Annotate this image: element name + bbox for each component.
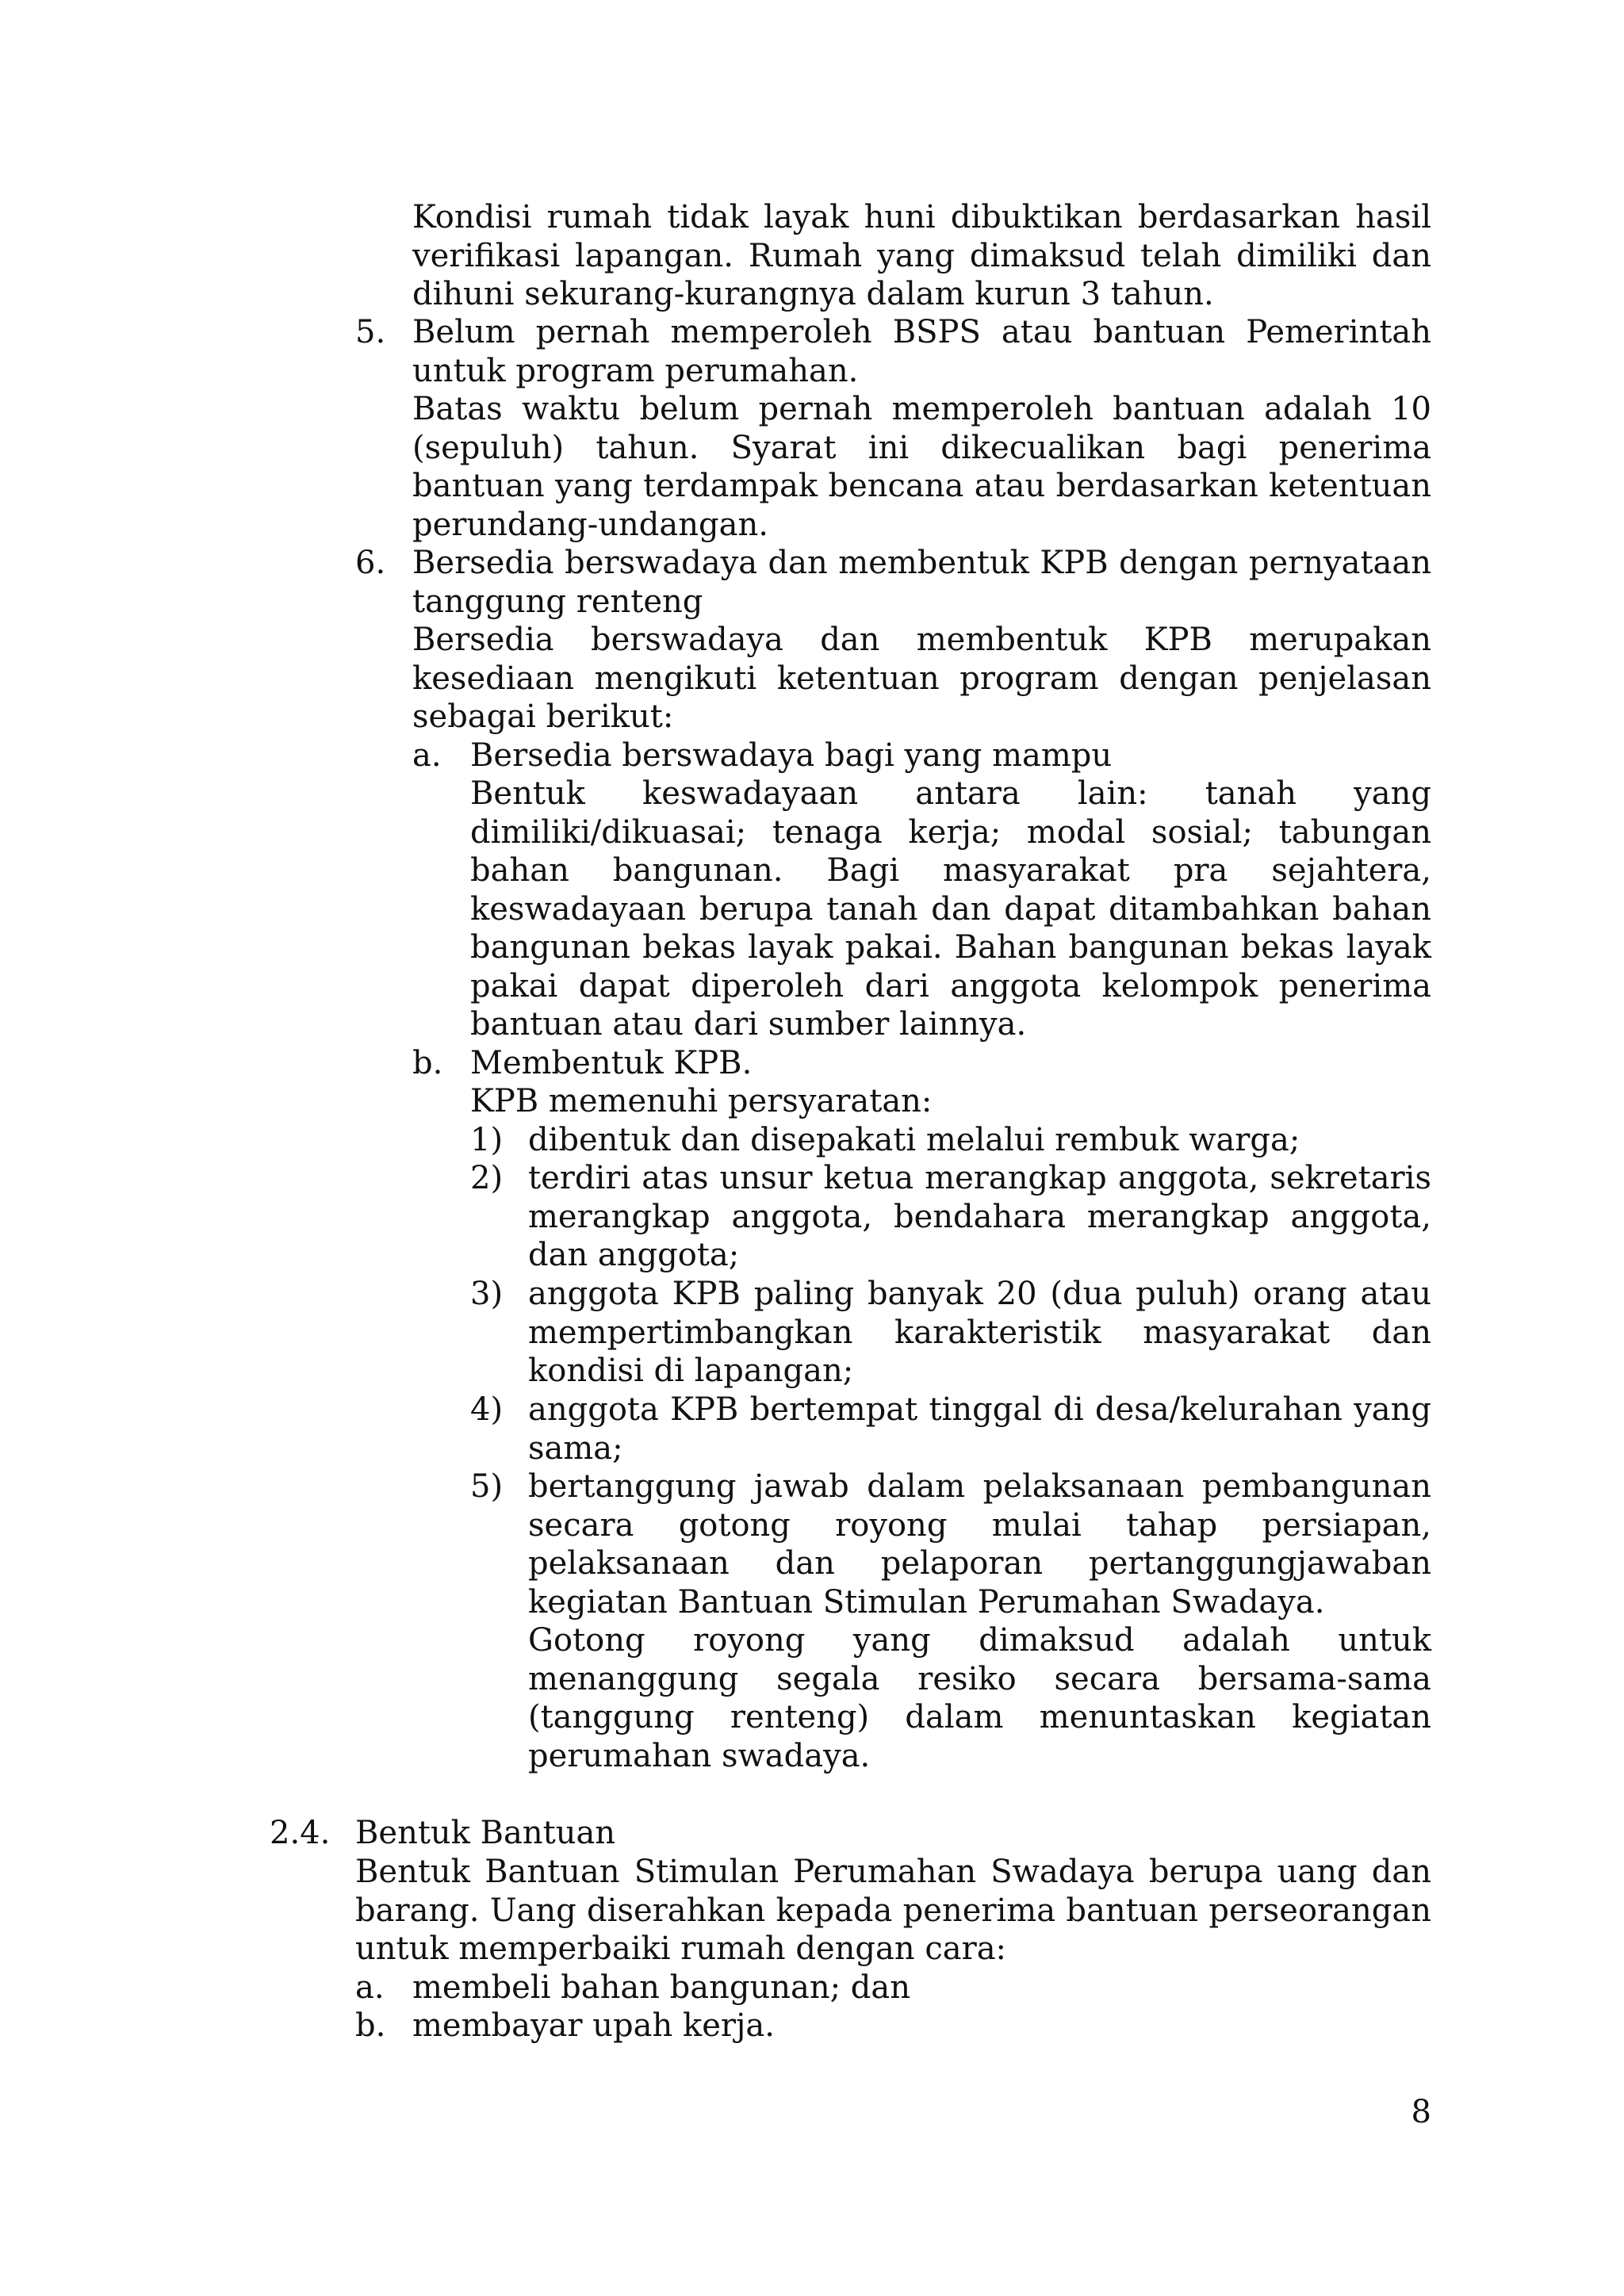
kpb-item-1-marker: 1) bbox=[470, 1122, 504, 1158]
kpb-item-1-text: dibentuk dan disepakati melalui rembuk warga; bbox=[528, 1122, 1300, 1158]
kpb-item-5-marker: 5) bbox=[470, 1468, 504, 1505]
item-5-title: Belum pernah memperoleh BSPS atau bantuan Pemerintah untuk program perumahan. bbox=[412, 314, 1431, 389]
item-5-body: Batas waktu belum pernah memperoleh bantuan adalah 10 (sepuluh) tahun. Syarat ini dikecualikan bagi penerima bantuan yang terdampak bencana atau berdasarkan ketentuan perundang-undangan. bbox=[412, 391, 1431, 543]
kpb-item-5-text: bertanggung jawab dalam pelaksanaan pembangunan secara gotong royong mulai tahap persiapan, pelaksanaan dan pelaporan pertanggungjawaban kegiatan Bantuan Stimulan Perumahan Swadaya. bbox=[528, 1468, 1431, 1621]
sub-a-body: Bentuk keswadayaan antara lain: tanah yang dimiliki/dikuasai; tenaga kerja; modal sosial; tabungan bahan bangunan. Bagi masyarakat pra sejahtera, keswadayaan berupa tanah dan dapat ditambahkan bahan bangunan bekas layak pakai. Bahan bangunan bekas layak pakai dapat diperoleh dari anggota kelompok penerima bantuan atau dari sumber lainnya. bbox=[470, 775, 1431, 1043]
item-6-body: Bersedia berswadaya dan membentuk KPB merupakan kesediaan mengikuti ketentuan program dengan penjelasan sebagai berikut: bbox=[412, 622, 1431, 735]
kpb-closing-paragraph: Gotong royong yang dimaksud adalah untuk menanggung segala resiko secara bersama-sama (tanggung renteng) dalam menuntaskan kegiatan perumahan swadaya. bbox=[528, 1622, 1431, 1774]
kpb-item-4-marker: 4) bbox=[470, 1391, 504, 1428]
sub-b-marker: b. bbox=[412, 1045, 443, 1081]
section-2-4-number: 2.4. bbox=[270, 1815, 331, 1851]
item-6-marker: 6. bbox=[355, 545, 386, 581]
section-2-4-title: Bentuk Bantuan bbox=[355, 1815, 616, 1851]
sub-b-body: KPB memenuhi persyaratan: bbox=[470, 1083, 933, 1119]
kpb-item-2-text: terdiri atas unsur ketua merangkap anggota, sekretaris merangkap anggota, bendahara merangkap anggota, dan anggota; bbox=[528, 1160, 1431, 1273]
item-6-title: Bersedia berswadaya dan membentuk KPB dengan pernyataan tanggung renteng bbox=[412, 545, 1431, 620]
page-number: 8 bbox=[1411, 2094, 1431, 2130]
kpb-item-3-text: anggota KPB paling banyak 20 (dua puluh) orang atau mempertimbangkan karakteristik masyarakat dan kondisi di lapangan; bbox=[528, 1276, 1431, 1389]
kpb-item-4-text: anggota KPB bertempat tinggal di desa/kelurahan yang sama; bbox=[528, 1391, 1431, 1467]
sub-b-title: Membentuk KPB. bbox=[470, 1045, 753, 1081]
intro-paragraph: Kondisi rumah tidak layak huni dibuktikan berdasarkan hasil verifikasi lapangan. Rumah yang dimaksud telah dimiliki dan dihuni sekurang-kurangnya dalam kurun 3 tahun. bbox=[412, 199, 1431, 312]
section-2-4-item-a-text: membeli bahan bangunan; dan bbox=[412, 1969, 911, 2006]
section-2-4-item-b-text: membayar upah kerja. bbox=[412, 2007, 775, 2044]
sub-a-title: Bersedia berswadaya bagi yang mampu bbox=[470, 737, 1113, 774]
kpb-item-2-marker: 2) bbox=[470, 1160, 504, 1196]
section-2-4-item-b-marker: b. bbox=[355, 2007, 386, 2044]
kpb-item-3-marker: 3) bbox=[470, 1276, 504, 1312]
section-2-4-item-a-marker: a. bbox=[355, 1969, 385, 2006]
item-5-marker: 5. bbox=[355, 314, 386, 350]
sub-a-marker: a. bbox=[412, 737, 442, 774]
section-2-4-body: Bentuk Bantuan Stimulan Perumahan Swadaya berupa uang dan barang. Uang diserahkan kepada penerima bantuan perseorangan untuk memperbaiki rumah dengan cara: bbox=[355, 1854, 1431, 1967]
